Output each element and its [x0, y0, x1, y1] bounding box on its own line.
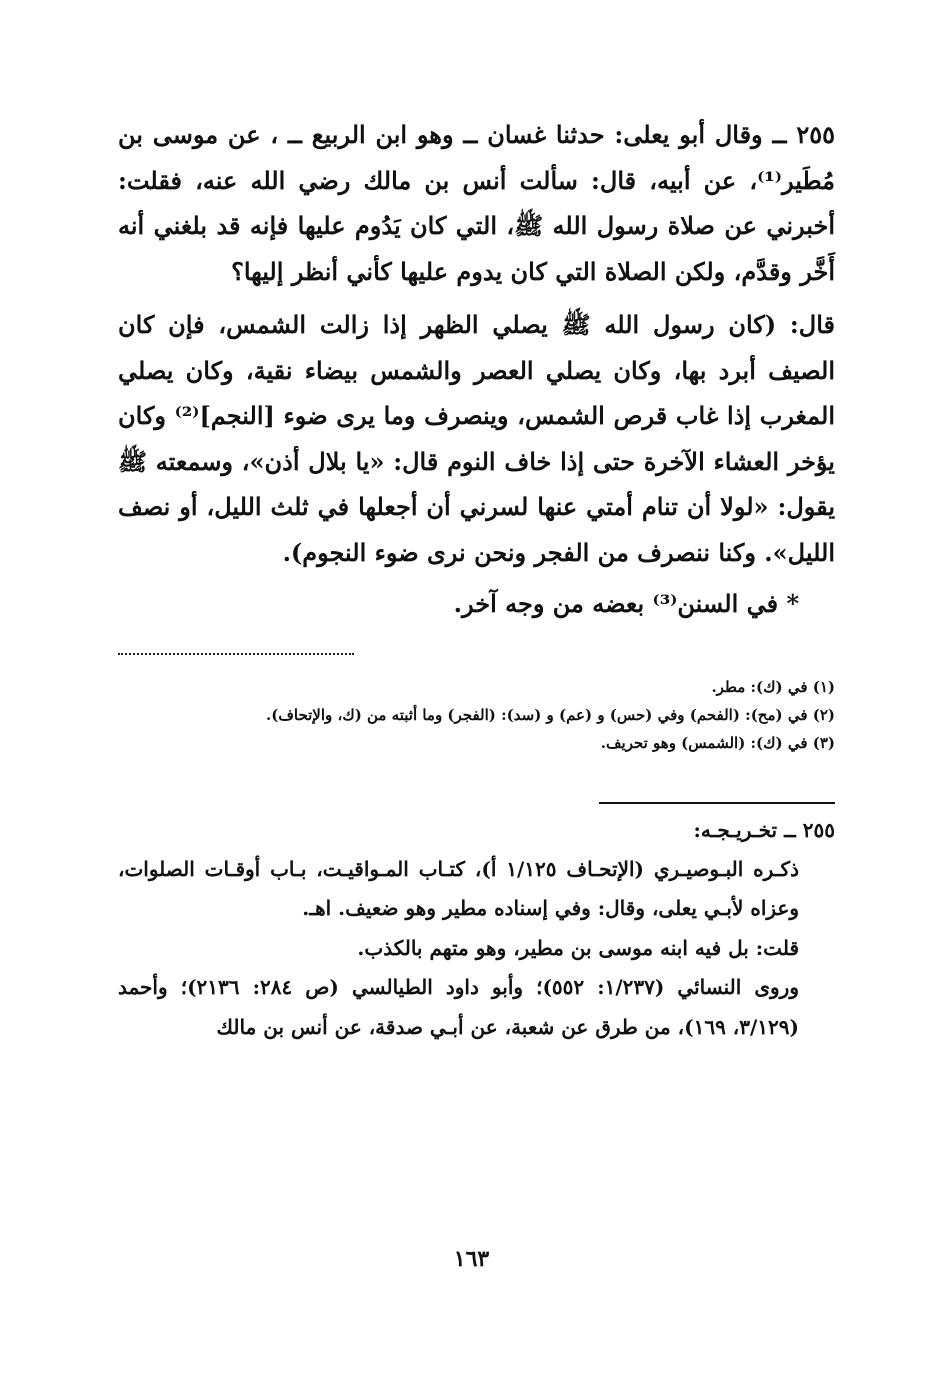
hadith-paragraph-1: ٢٥٥ ــ وقال أبو يعلى: حدثنا غسان ــ وهو ابن الربيع ــ ، عن موسى بن مُطَير⁽¹⁾، عن أبيه، قال: سألت أنس بن مالك رضي الله عنه، فقلت: أخبرني عن صلاة رسول الله ﷺ، التي كان يَدُوم عليها فإنه قد بلغني أنه أَخَّر وقدَّم، ولكن الصلاة التي كان يدوم عليها كأني أنظر إليها؟	[118, 120, 835, 286]
footnote-3: (٣) في (ك): (الشمس) وهو تحريف.	[600, 733, 835, 752]
sunan-note: * في السنن⁽³⁾ بعضه من وجه آخر.	[453, 589, 799, 618]
takhrij-section	[118, 810, 835, 1048]
section-divider	[599, 802, 835, 804]
takhrij-paragraph-3: وروى النسائي (١/٢٣٧: ٥٥٢)؛ وأبو داود الطيالسي (ص ٢٨٤: ٢١٣٦)؛ وأحمد (٣/١٢٩، ١٦٩)، من طرق عن شعبة، عن أبـي صدقة، عن أنس بن مالك	[118, 975, 799, 1039]
footnote-separator	[118, 653, 354, 655]
page-body	[118, 112, 835, 1047]
takhrij-paragraph-1: ذكـره البـوصيـري (الإتحـاف ١/١٢٥ أ)، كتـاب المـواقيـت، بـاب أوقـات الصلوات، وعزاه لأبـي يعلى، وقال: وفي إسناده مطير وهو ضعيف. اهـ.	[118, 856, 799, 920]
page-number: ١٦٣	[453, 1246, 490, 1272]
takhrij-paragraph-2: قلت: بل فيه ابنه موسى بن مطير، وهو متهم بالكذب.	[357, 935, 799, 960]
main-text	[118, 112, 835, 627]
footnotes	[118, 673, 835, 757]
takhrij-heading: ٢٥٥ ــ تخـريـجـه:	[693, 817, 835, 842]
footnote-1: (١) في (ك): مطر.	[711, 677, 835, 696]
footnote-2: (٢) في (مح): (الفحم) وفي (حس) و (عم) و (سد): (الفجر) وما أثبته من (ك، والإتحاف).	[266, 705, 835, 724]
hadith-paragraph-2: قال: (كان رسول الله ﷺ يصلي الظهر إذا زالت الشمس، فإن كان الصيف أبرد بها، وكان يصلي العصر والشمس بيضاء نقية، وكان يصلي المغرب إذا غاب قرص الشمس، وينصرف وما يرى ضوء [النجم]⁽²⁾ وكان يؤخر العشاء الآخرة حتى إذا خاف النوم قال: «يا بلال أذن»، وسمعته ﷺ يقول: «لولا أن تنام أمتي عنها لسرني أن أجعلها في ثلث الليل، أو نصف الليل». وكنا ننصرف من الفجر ونحن نرى ضوء النجوم).	[118, 310, 835, 567]
